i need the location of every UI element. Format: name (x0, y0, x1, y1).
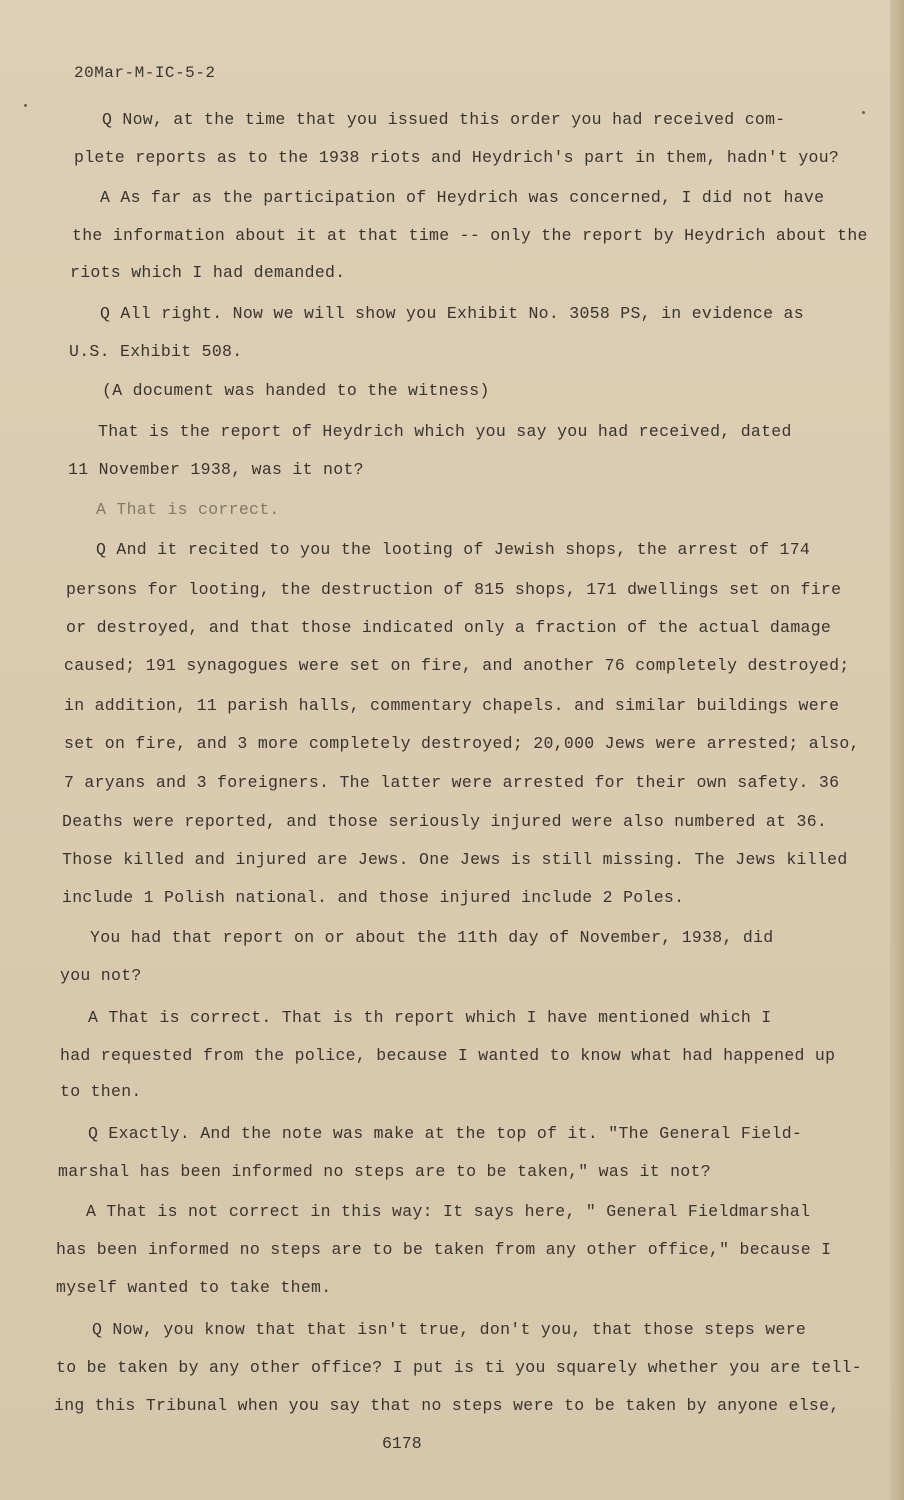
text-line: include 1 Polish national. and those injured include 2 Poles. (62, 888, 685, 907)
page-header: 20Mar-M-IC-5-2 (74, 64, 216, 82)
text-line: ing this Tribunal when you say that no steps were to be taken by anyone else, (54, 1396, 840, 1415)
text-line: Q And it recited to you the looting of Jewish shops, the arrest of 174 (96, 540, 811, 559)
text-line: A As far as the participation of Heydrich was concerned, I did not have (100, 188, 825, 207)
text-line: U.S. Exhibit 508. (69, 342, 243, 361)
text-line: marshal has been informed no steps are to be taken," was it not? (58, 1162, 711, 1181)
text-line: myself wanted to take them. (56, 1278, 332, 1297)
text-line: A That is correct. (96, 500, 280, 519)
ink-speck (24, 104, 27, 107)
text-line: riots which I had demanded. (70, 263, 346, 282)
text-line: to then. (60, 1082, 142, 1101)
text-line: set on fire, and 3 more completely destroyed; 20,000 Jews were arrested; also, (64, 734, 860, 753)
text-line: 11 November 1938, was it not? (68, 460, 364, 479)
text-line: you not? (60, 966, 142, 985)
text-line: in addition, 11 parish halls, commentary chapels. and similar buildings were (64, 696, 840, 715)
text-line: Those killed and injured are Jews. One Jews is still missing. The Jews killed (62, 850, 848, 869)
text-line: had requested from the police, because I wanted to know what had happened up (60, 1046, 836, 1065)
text-line: 7 aryans and 3 foreigners. The latter were arrested for their own safety. 36 (64, 773, 840, 792)
text-line: That is the report of Heydrich which you say you had received, dated (98, 422, 792, 441)
page-number: 6178 (382, 1434, 422, 1453)
text-line: You had that report on or about the 11th day of November, 1938, did (90, 928, 774, 947)
text-line: A That is not correct in this way: It says here, " General Fieldmarshal (86, 1202, 811, 1221)
text-line: the information about it at that time -- only the report by Heydrich about the (72, 226, 868, 245)
text-line: (A document was handed to the witness) (102, 381, 490, 400)
text-line: to be taken by any other office? I put is ti you squarely whether you are tell- (56, 1358, 862, 1377)
text-line: has been informed no steps are to be taken from any other office," because I (56, 1240, 832, 1259)
text-line: Q Now, at the time that you issued this order you had received com- (102, 110, 786, 129)
text-line: persons for looting, the destruction of 815 shops, 171 dwellings set on fire (66, 580, 842, 599)
text-line: or destroyed, and that those indicated only a fraction of the actual damage (66, 618, 832, 637)
text-line: Deaths were reported, and those seriously injured were also numbered at 36. (62, 812, 828, 831)
text-line: Q Exactly. And the note was make at the top of it. "The General Field- (88, 1124, 803, 1143)
text-line: caused; 191 synagogues were set on fire, and another 76 completely destroyed; (64, 656, 850, 675)
text-line: A That is correct. That is th report which I have mentioned which I (88, 1008, 772, 1027)
ink-speck (862, 111, 865, 114)
text-line: plete reports as to the 1938 riots and Heydrich's part in them, hadn't you? (74, 148, 840, 167)
text-line: Q All right. Now we will show you Exhibit No. 3058 PS, in evidence as (100, 304, 804, 323)
text-line: Q Now, you know that that isn't true, don't you, that those steps were (92, 1320, 807, 1339)
page-edge (890, 0, 904, 1500)
